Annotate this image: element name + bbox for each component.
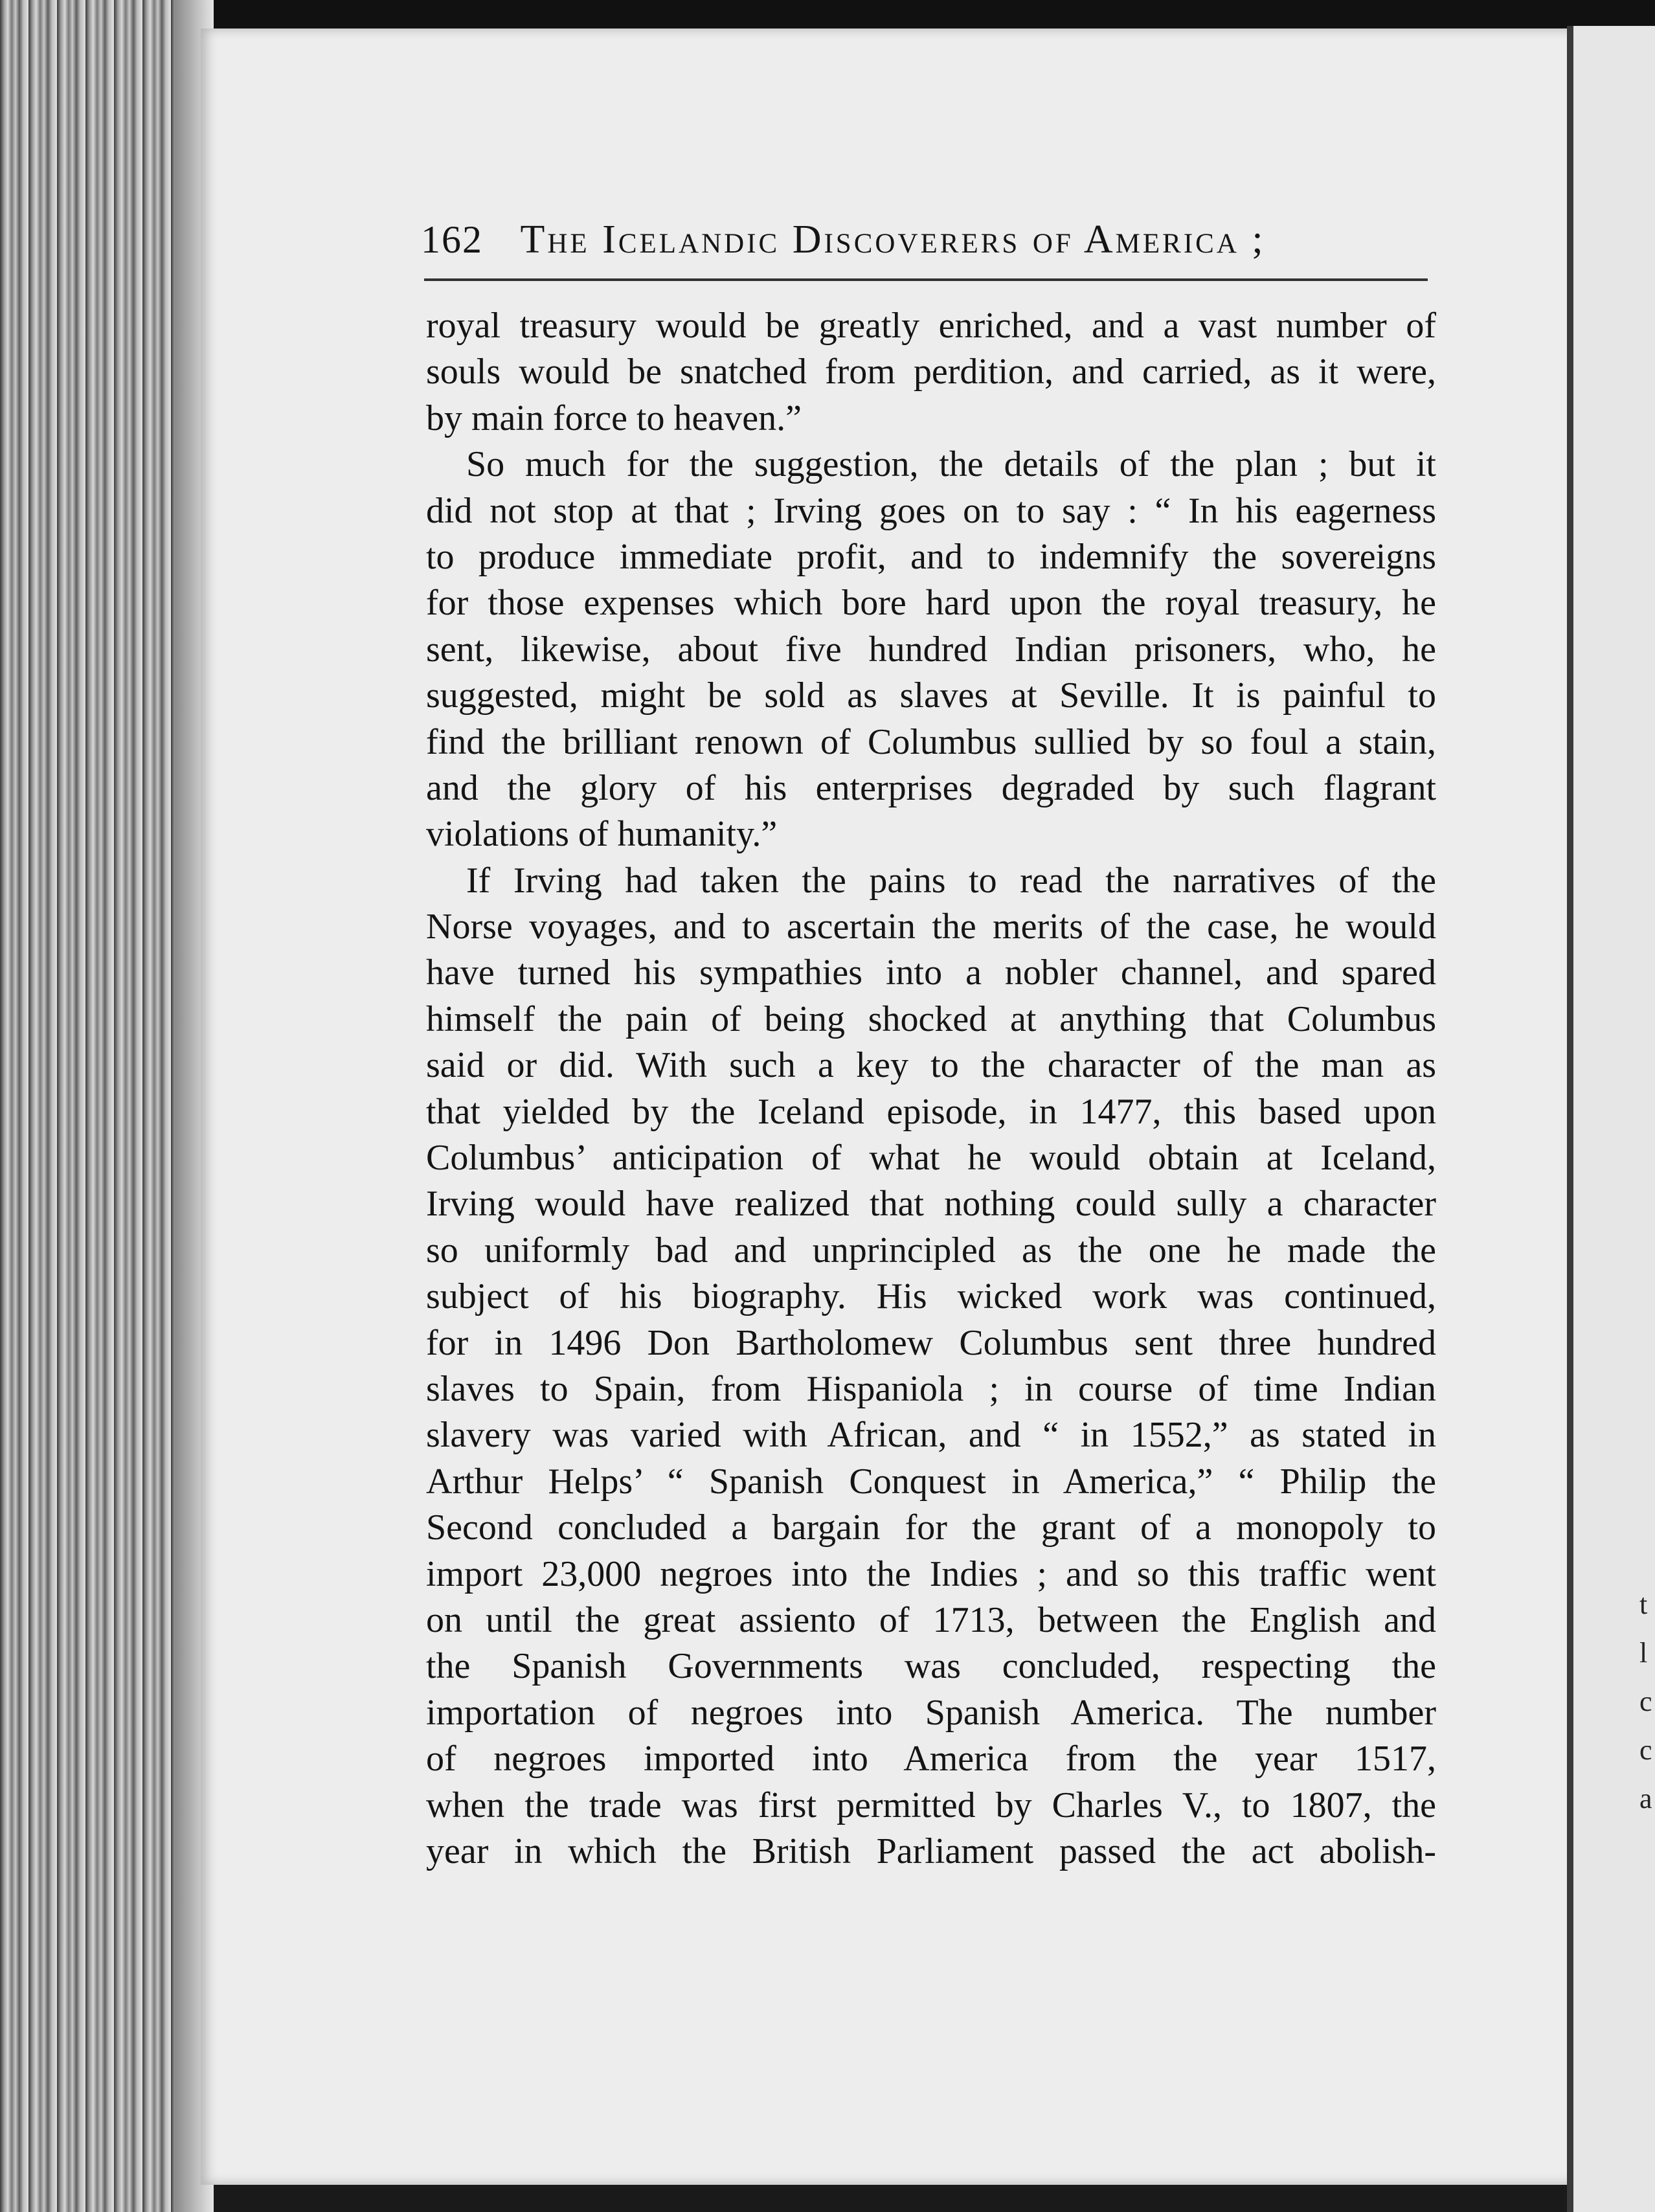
text-line: suggested, might be sold as slaves at Seville. It is painful to	[426, 675, 1436, 716]
body-text	[426, 303, 1436, 1875]
page-number: 162	[421, 218, 483, 261]
text-line: year in which the British Parliament passed the act abolish-	[426, 1831, 1436, 1871]
facing-fragment: c	[1639, 1686, 1652, 1717]
text-line: did not stop at that ; Irving goes on to say : “ In his eagerness	[426, 490, 1436, 531]
text-line: royal treasury would be greatly enriched, and a vast number of	[426, 306, 1436, 346]
text-line: souls would be snatched from perdition, and carried, as it were,	[426, 352, 1436, 392]
facing-fragment: t	[1639, 1588, 1648, 1620]
text-line: subject of his biography. His wicked work was continued,	[426, 1276, 1436, 1317]
text-line: on until the great assiento of 1713, between the English and	[426, 1599, 1436, 1640]
text-line: Arthur Helps’ “ Spanish Conquest in America,” “ Philip the	[426, 1461, 1436, 1502]
text-line: slavery was varied with African, and “ in 1552,” as stated in	[426, 1415, 1436, 1456]
text-line: so uniformly bad and unprincipled as the one he made the	[426, 1230, 1436, 1270]
facing-fragment: a	[1639, 1783, 1652, 1814]
text-line: that yielded by the Iceland episode, in 1477, this based upon	[426, 1091, 1436, 1132]
text-line: himself the pain of being shocked at anything that Columbus	[426, 999, 1436, 1039]
facing-page-edge	[1567, 26, 1655, 2212]
text-line: slaves to Spain, from Hispaniola ; in course of time Indian	[426, 1368, 1436, 1409]
facing-page-fragments	[1639, 1580, 1655, 1823]
text-line: the Spanish Governments was concluded, respecting the	[426, 1646, 1436, 1687]
text-line: Irving would have realized that nothing could sully a character	[426, 1184, 1436, 1224]
facing-fragment: l	[1639, 1637, 1648, 1669]
text-line: to produce immediate profit, and to indemnify the sovereigns	[426, 536, 1436, 577]
text-line: Columbus’ anticipation of what he would obtain at Iceland,	[426, 1138, 1436, 1179]
text-line: importation of negroes into Spanish America. The number	[426, 1692, 1436, 1733]
text-line: import 23,000 negroes into the Indies ; and so this traffic went	[426, 1553, 1436, 1594]
text-line: by main force to heaven.”	[426, 398, 802, 438]
facing-fragment: c	[1639, 1734, 1652, 1766]
text-line: Norse voyages, and to ascertain the merits of the case, he would	[426, 907, 1436, 947]
scan-top-edge	[0, 0, 1655, 31]
running-title: The Icelandic Discoverers of America ;	[520, 218, 1266, 262]
text-line: when the trade was first permitted by Charles V., to 1807, the	[426, 1785, 1436, 1825]
text-line: and the glory of his enterprises degraded by such flagrant	[426, 767, 1436, 808]
text-line: for in 1496 Don Bartholomew Columbus sent three hundred	[426, 1322, 1436, 1363]
text-line: So much for the suggestion, the details of the plan ; but it	[466, 444, 1436, 485]
text-line: of negroes imported into America from the year 1517,	[426, 1739, 1436, 1779]
text-line: find the brilliant renown of Columbus sullied by so foul a stain,	[426, 721, 1436, 762]
running-head	[421, 217, 1431, 288]
text-line: for those expenses which bore hard upon the royal treasury, he	[426, 583, 1436, 624]
text-line: Second concluded a bargain for the grant of a monopoly to	[426, 1507, 1436, 1548]
text-line: have turned his sympathies into a nobler channel, and spared	[426, 953, 1436, 993]
book-page-edges	[0, 0, 214, 2212]
text-line: violations of humanity.”	[426, 814, 778, 855]
text-line: If Irving had taken the pains to read the narratives of the	[466, 860, 1436, 901]
text-line: said or did. With such a key to the character of the man as	[426, 1045, 1436, 1086]
header-rule	[424, 278, 1428, 281]
text-line: sent, likewise, about five hundred Indian prisoners, who, he	[426, 629, 1436, 670]
